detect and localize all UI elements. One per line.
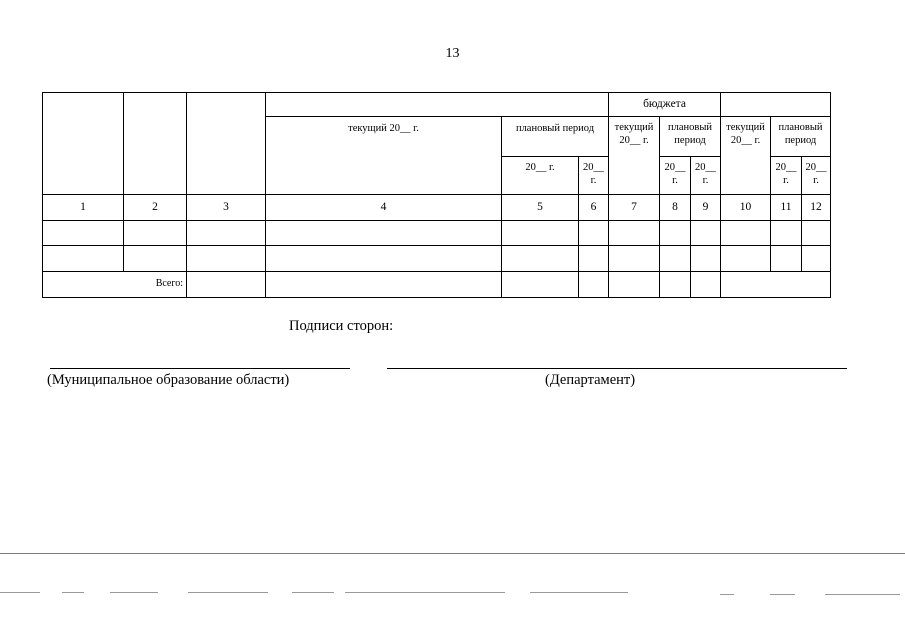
header-year-a1: 20__ г. (502, 157, 579, 195)
table-cell (266, 246, 502, 272)
scan-dash (345, 592, 505, 593)
column-number: 5 (502, 195, 579, 221)
header-cell-3 (187, 93, 266, 195)
table-cell (187, 272, 266, 298)
table-cell (502, 221, 579, 246)
table-cell (660, 272, 691, 298)
page-number: 13 (445, 46, 460, 61)
planned-c-line2: период (784, 135, 817, 147)
header-planned-b (660, 117, 721, 157)
total-row (43, 272, 831, 298)
column-number: 8 (660, 195, 691, 221)
table-cell (266, 221, 502, 246)
header-group-a (266, 93, 609, 117)
current-b-line1: текущий (614, 122, 654, 133)
table-cell (579, 272, 609, 298)
table-cell (660, 221, 691, 246)
column-number: 6 (579, 195, 609, 221)
table-cell (691, 246, 721, 272)
table-cell (187, 246, 266, 272)
header-budget: бюджета (609, 93, 721, 117)
planned-b-line1: плановый (668, 122, 713, 133)
table-row (43, 246, 831, 272)
table-cell (43, 246, 124, 272)
signature-line-left (50, 368, 350, 369)
table-cell (771, 246, 802, 272)
header-current-b (609, 117, 660, 195)
planned-c-line1: плановый (778, 122, 823, 133)
table-cell (609, 246, 660, 272)
scan-dash (770, 594, 795, 595)
total-label: Всего: (43, 272, 187, 298)
table-cell (802, 246, 831, 272)
header-year-c1 (771, 157, 802, 195)
header-year-b1 (660, 157, 691, 195)
current-b-line2: 20__ г. (619, 135, 649, 147)
signature-caption-right: (Департамент) (545, 372, 636, 388)
signature-line-right (387, 368, 847, 369)
table-cell (502, 272, 579, 298)
year-b2-top: 20__ (695, 162, 717, 173)
scan-dash (0, 592, 40, 593)
table-row (43, 221, 831, 246)
header-current-year: текущий 20__ г. (266, 117, 502, 195)
form-table (42, 92, 831, 298)
header-group-c (721, 93, 831, 117)
table-cell (721, 221, 771, 246)
table-cell (579, 246, 609, 272)
scan-dash (188, 592, 268, 593)
year-a2-top: 20__ (583, 162, 604, 173)
header-year-a2 (579, 157, 609, 195)
table-cell (579, 221, 609, 246)
column-number: 12 (802, 195, 831, 221)
table-cell (187, 221, 266, 246)
scan-dash (292, 592, 334, 593)
year-c1-bottom: г. (783, 175, 789, 187)
header-current-c (721, 117, 771, 195)
header-planning-period: плановый период (502, 117, 609, 157)
table-cell (124, 221, 187, 246)
table-cell (721, 246, 771, 272)
table-cell (43, 221, 124, 246)
table-cell (124, 246, 187, 272)
year-c2-top: 20__ (805, 162, 827, 173)
column-number: 10 (721, 195, 771, 221)
column-number: 1 (43, 195, 124, 221)
year-c1-top: 20__ (775, 162, 797, 173)
scan-dash (720, 594, 734, 595)
table-cell (691, 221, 721, 246)
table-cell (266, 272, 502, 298)
column-number: 9 (691, 195, 721, 221)
header-cell-1 (43, 93, 124, 195)
header-year-b2 (691, 157, 721, 195)
signature-caption-left: (Муниципальное образование области) (47, 372, 290, 388)
current-c-line1: текущий (726, 122, 765, 133)
year-b2-bottom: г. (702, 175, 709, 187)
scan-dash (825, 594, 900, 595)
table-cell (721, 272, 831, 298)
scan-divider (0, 553, 905, 554)
column-number: 4 (266, 195, 502, 221)
table-cell (691, 272, 721, 298)
year-b1-bottom: г. (672, 175, 678, 187)
table-cell (802, 221, 831, 246)
column-number: 2 (124, 195, 187, 221)
scan-dash (530, 592, 628, 593)
header-planned-c (771, 117, 831, 157)
current-c-line2: 20__ г. (730, 135, 761, 147)
header-year-c2 (802, 157, 831, 195)
scan-dash (62, 592, 84, 593)
table-cell (609, 221, 660, 246)
table-cell (771, 221, 802, 246)
column-number: 3 (187, 195, 266, 221)
planned-b-line2: период (674, 135, 706, 147)
column-number: 11 (771, 195, 802, 221)
header-cell-2 (124, 93, 187, 195)
year-a2-bottom: г. (590, 175, 597, 187)
table-cell (502, 246, 579, 272)
table-cell (660, 246, 691, 272)
year-b1-top: 20__ (664, 162, 686, 173)
signatures-heading: Подписи сторон: (289, 318, 394, 334)
year-c2-bottom: г. (813, 175, 819, 187)
table-cell (609, 272, 660, 298)
scan-dash (110, 592, 158, 593)
column-number: 7 (609, 195, 660, 221)
